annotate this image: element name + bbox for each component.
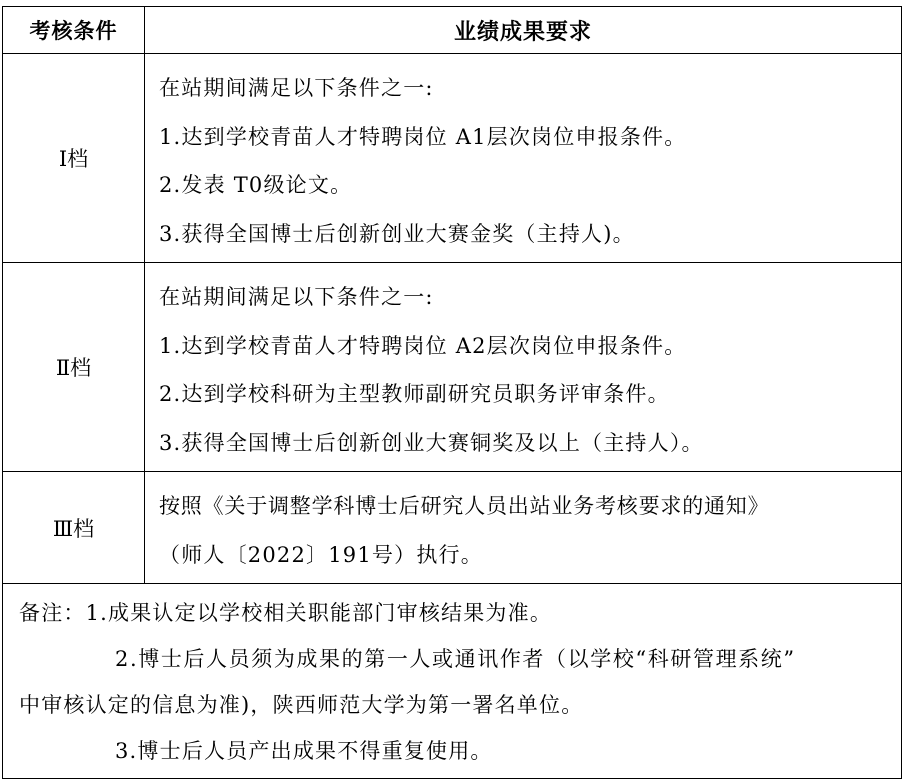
requirement-line: 在站期间满足以下条件之一: — [159, 76, 434, 100]
header-assessment-condition: 考核条件 — [3, 7, 145, 54]
header-performance-requirements: 业绩成果要求 — [145, 7, 902, 54]
table-notes-row — [3, 584, 902, 779]
requirement-line: 3.获得全国博士后创新创业大赛铜奖及以上（主持人）。 — [159, 430, 704, 455]
requirement-line: 1.达到学校青苗人才特聘岗位 A1层次岗位申报条件。 — [159, 124, 687, 149]
requirement-line: 在站期间满足以下条件之一: — [159, 285, 434, 309]
level-1-cell: Ⅰ档 — [3, 54, 145, 263]
note-line-2a: 2.博士后人员须为成果的第一人或通讯作者（以学校“科研管理系统” — [115, 647, 796, 671]
level-2-requirements — [145, 263, 902, 472]
level-2-cell: Ⅱ档 — [3, 263, 145, 472]
requirement-line: 2.达到学校科研为主型教师副研究员职务评审条件。 — [159, 382, 670, 406]
requirement-line: 按照《关于调整学科博士后研究人员出站业务考核要求的通知》 — [159, 494, 770, 518]
requirement-line: 2.发表 T0级论文。 — [159, 173, 353, 197]
note-line-3: 3.博士后人员产出成果不得重复使用。 — [115, 739, 493, 763]
note-line-1: 备注：1.成果认定以学校相关职能部门审核结果为准。 — [19, 601, 553, 625]
level-1-requirements — [145, 54, 902, 263]
assessment-table — [2, 6, 902, 779]
level-3-cell: Ⅲ档 — [3, 472, 145, 584]
notes-cell — [3, 584, 902, 779]
requirement-line: 3.获得全国博士后创新创业大赛金奖（主持人)。 — [159, 221, 635, 246]
table-row-level-2 — [3, 263, 902, 472]
table-header-row — [3, 7, 902, 54]
requirement-line: （师人〔2022〕191号）执行。 — [159, 542, 483, 567]
level-3-requirements — [145, 472, 902, 584]
table-row-level-1 — [3, 54, 902, 263]
table-row-level-3 — [3, 472, 902, 584]
note-line-2b: 中审核认定的信息为准)，陕西师范大学为第一署名单位。 — [19, 693, 584, 717]
requirement-line: 1.达到学校青苗人才特聘岗位 A2层次岗位申报条件。 — [159, 333, 687, 358]
